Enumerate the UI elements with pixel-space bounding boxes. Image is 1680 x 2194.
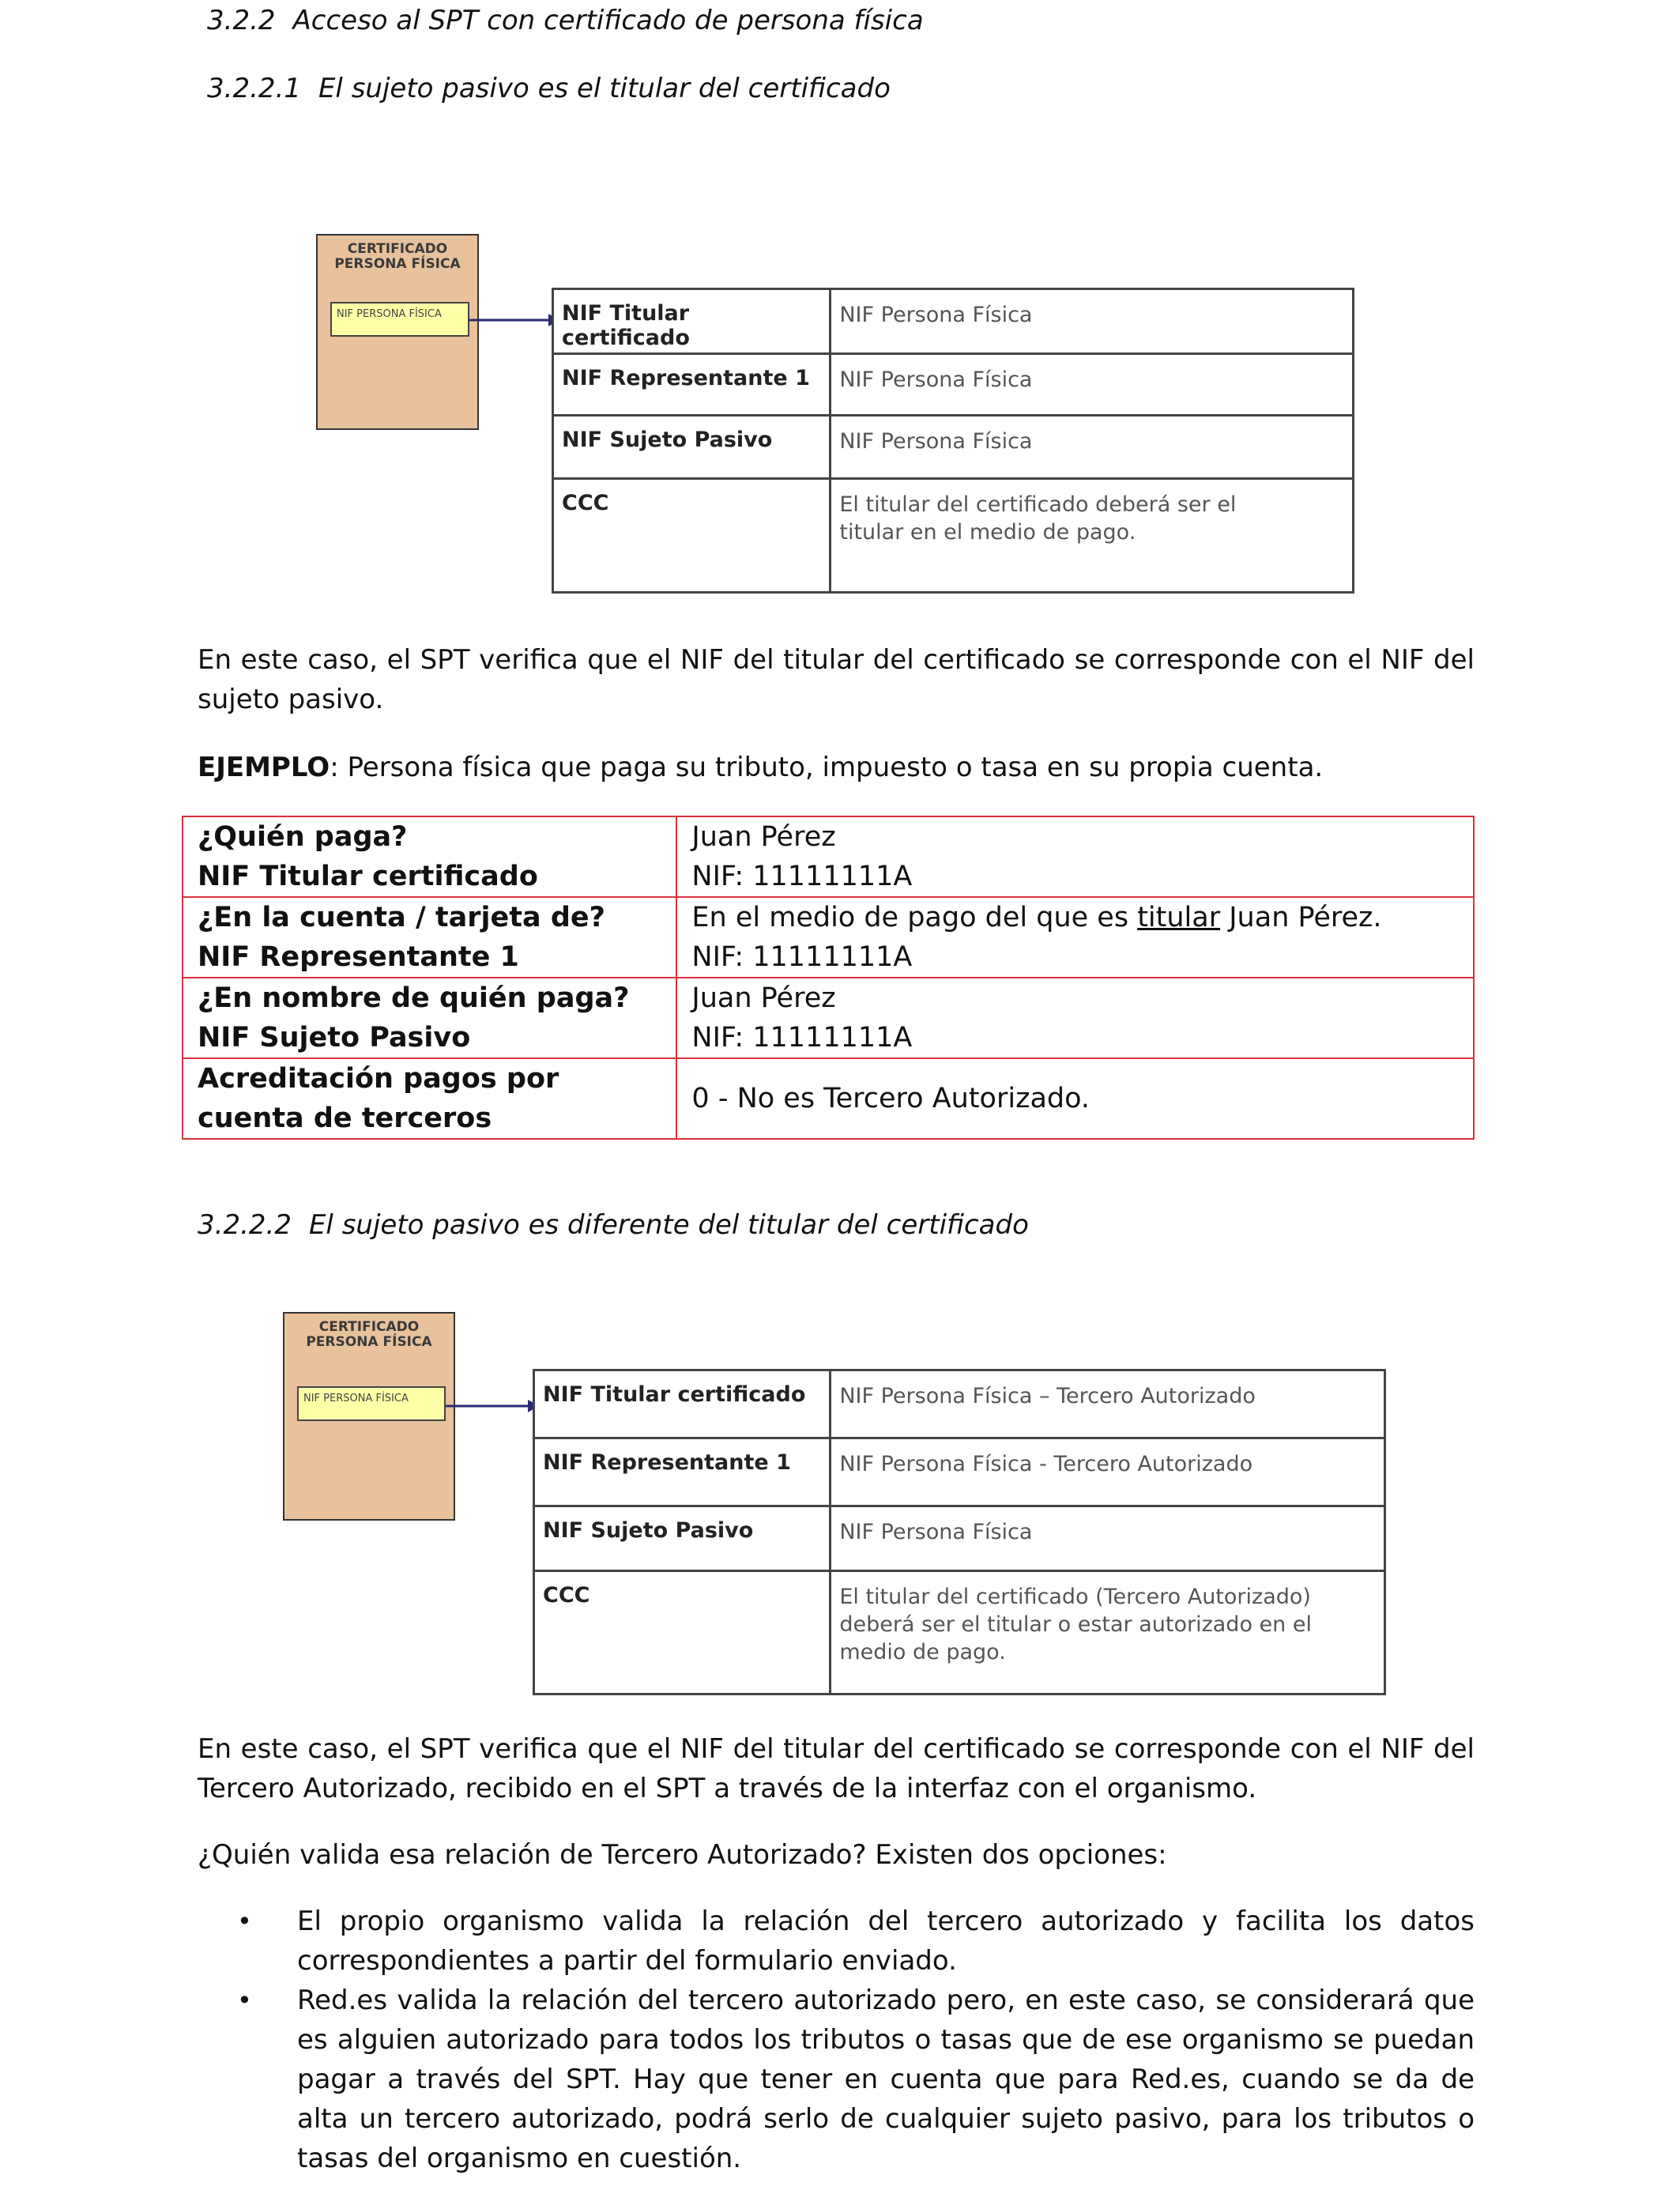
row-label: CCC <box>534 1571 831 1695</box>
row-label: NIF Representante 1 <box>534 1438 831 1506</box>
answer-text: NIF: 11111111A <box>691 861 913 892</box>
table-row <box>534 1506 1385 1571</box>
table-row <box>553 354 1354 416</box>
question-text: NIF Sujeto Pasivo <box>198 1022 471 1054</box>
row-value: NIF Persona Física <box>831 1506 1385 1571</box>
row-value: NIF Persona Física – Tercero Autorizado <box>831 1370 1385 1438</box>
options-list <box>198 1902 1475 2178</box>
answer-text <box>691 898 1473 937</box>
section-number: 3.2.2.1 <box>207 73 301 104</box>
section-number: 3.2.2.2 <box>198 1209 292 1241</box>
list-item <box>198 1902 1475 1981</box>
example-table <box>182 816 1475 1140</box>
answer-text-underlined: titular <box>1137 902 1221 933</box>
answer-text: NIF: 11111111A <box>691 1022 913 1054</box>
section-heading-3-2-2 <box>207 5 924 36</box>
table-row <box>553 416 1354 479</box>
answer-text-part: En el medio de pago del que es <box>691 902 1138 933</box>
certificate-box <box>316 234 479 430</box>
list-item <box>198 1981 1475 2178</box>
certificate-title-line-2: PERSONA FÍSICA <box>306 1334 432 1350</box>
certificate-title-line-2: PERSONA FÍSICA <box>334 256 461 272</box>
bullet-icon: • <box>237 1906 252 1936</box>
row-value: NIF Persona Física <box>831 289 1354 354</box>
arrow-icon <box>466 308 561 332</box>
example-label: EJEMPLO <box>198 752 330 783</box>
answer-text: Juan Pérez <box>691 821 836 853</box>
question-text: NIF Titular certificado <box>198 861 538 892</box>
certificate-box <box>283 1312 455 1521</box>
question-text: NIF Representante 1 <box>198 941 519 973</box>
row-label: CCC <box>553 479 831 593</box>
answer-text: 0 - No es Tercero Autorizado. <box>691 1083 1090 1114</box>
example-text: : Persona física que paga su tributo, impuesto o tasa en su propia cuenta. <box>330 752 1324 783</box>
answer-cell <box>676 816 1474 897</box>
row-value: El titular del certificado (Tercero Autorizado) deberá ser el titular o estar autorizado en el medio de pago. <box>831 1571 1385 1695</box>
answer-text: NIF: 11111111A <box>691 941 913 973</box>
table-row <box>183 1058 1474 1139</box>
table-row <box>534 1571 1385 1695</box>
table-row <box>553 289 1354 354</box>
question-cell <box>183 897 676 978</box>
row-label: NIF Representante 1 <box>553 354 831 416</box>
section-title: Acceso al SPT con certificado de persona física <box>292 5 924 36</box>
nif-mapping-table-2 <box>533 1369 1386 1695</box>
list-item-text: Red.es valida la relación del tercero autorizado pero, en este caso, se considerará que es alguien autorizado para todos los tributos o tasas que de ese organismo se puedan pagar a través del SPT. Hay que tener en cuenta que para Red.es, cuando se da de alta un tercero autorizado, podrá serlo de cualquier sujeto pasivo, para los tributos o tasas del organismo en cuestión. <box>297 1985 1475 2174</box>
table-row <box>553 479 1354 593</box>
section-number: 3.2.2 <box>207 5 276 36</box>
row-value: NIF Persona Física <box>831 354 1354 416</box>
question-cell <box>183 816 676 897</box>
certificate-nif-field: NIF PERSONA FÍSICA <box>330 302 469 337</box>
answer-cell <box>676 897 1474 978</box>
row-value: NIF Persona Física - Tercero Autorizado <box>831 1438 1385 1506</box>
question-cell <box>183 1058 676 1139</box>
question-cell <box>183 978 676 1058</box>
certificate-title-line-1: CERTIFICADO <box>318 1319 420 1335</box>
row-label: NIF Sujeto Pasivo <box>534 1506 831 1571</box>
question-text: ¿Quién paga? <box>198 821 408 853</box>
paragraph-verification: En este caso, el SPT verifica que el NIF del titular del certificado se corresponde con el NIF del sujeto pasivo. <box>198 644 1475 715</box>
bullet-icon: • <box>237 1985 252 2015</box>
section-title: El sujeto pasivo es diferente del titular del certificado <box>308 1209 1029 1241</box>
table-row <box>534 1438 1385 1506</box>
example-line <box>198 748 1494 787</box>
row-label: NIF Titular certificado <box>553 289 831 354</box>
answer-text-part: Juan Pérez. <box>1220 902 1382 933</box>
table-row <box>183 978 1474 1058</box>
row-label: NIF Titular certificado <box>534 1370 831 1438</box>
section-heading-3-2-2-2 <box>198 1209 1029 1241</box>
row-label: NIF Sujeto Pasivo <box>553 416 831 479</box>
question-text: Acreditación pagos por <box>198 1063 559 1095</box>
answer-text: Juan Pérez <box>691 982 836 1014</box>
list-item-text: El propio organismo valida la relación del tercero autorizado y facilita los datos correspondientes a partir del formulario enviado. <box>297 1906 1475 1977</box>
row-value: El titular del certificado deberá ser el titular en el medio de pago. <box>831 479 1354 593</box>
question-text: ¿En la cuenta / tarjeta de? <box>198 902 605 933</box>
paragraph-tercero-autorizado: En este caso, el SPT verifica que el NIF del titular del certificado se corresponde con el NIF del Tercero Autorizado, recibido en el SPT a través de la interfaz con el organismo. <box>198 1733 1475 1804</box>
answer-cell <box>676 1058 1474 1139</box>
paragraph-question: ¿Quién valida esa relación de Tercero Autorizado? Existen dos opciones: <box>198 1839 1167 1871</box>
question-text: ¿En nombre de quién paga? <box>198 982 630 1014</box>
answer-cell <box>676 978 1474 1058</box>
certificate-title-line-1: CERTIFICADO <box>347 241 448 257</box>
table-row <box>534 1370 1385 1438</box>
nif-mapping-table-1 <box>552 288 1354 594</box>
table-row <box>183 816 1474 897</box>
question-text: cuenta de terceros <box>198 1103 492 1134</box>
arrow-icon <box>443 1394 541 1418</box>
section-heading-3-2-2-1 <box>207 73 891 104</box>
section-title: El sujeto pasivo es el titular del certificado <box>318 73 891 104</box>
row-value: NIF Persona Física <box>831 416 1354 479</box>
certificate-nif-field: NIF PERSONA FÍSICA <box>297 1386 446 1421</box>
table-row <box>183 897 1474 978</box>
